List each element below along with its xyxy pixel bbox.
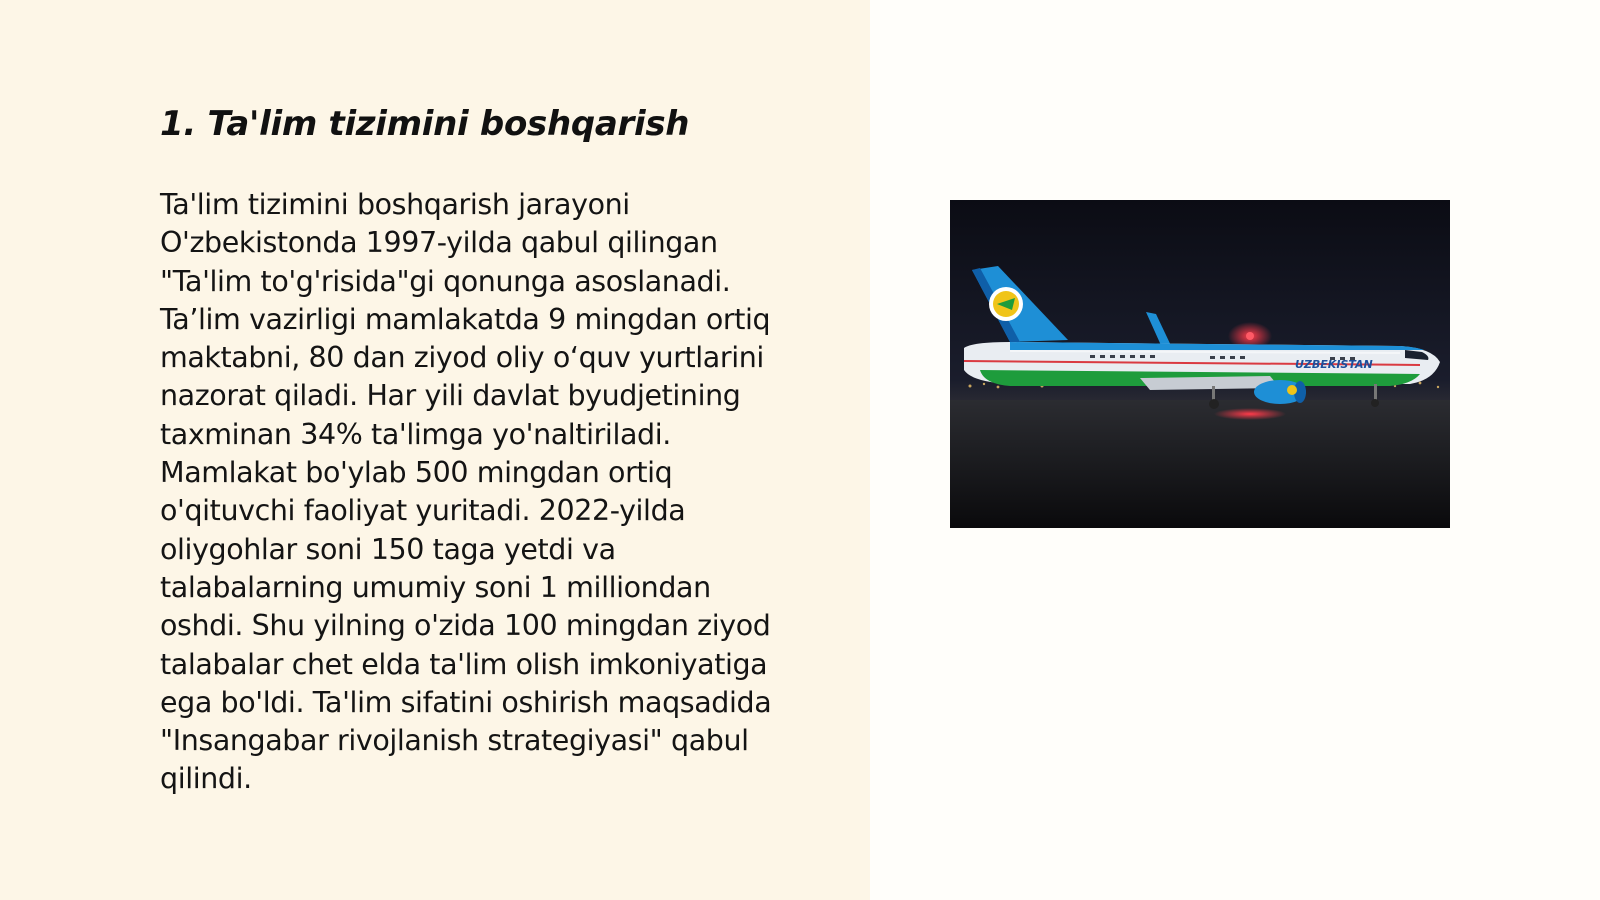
fuselage-label: UZBEKISTAN [1295,358,1373,371]
airplane-photo [950,200,1450,528]
slide-body-text: Ta'lim tizimini boshqarish jarayoni O'zbekistonda 1997-yilda qabul qilingan "Ta'lim to'g'risida"gi qonunga asoslanadi. Ta’lim vazirligi mamlakatda 9 mingdan ortiq maktabni, 80 dan ziyod oliy o‘quv yurtlarini nazorat qiladi. Har yili davlat byudjetining taxminan 34% ta'limga yo'naltiriladi. Mamlakat bo'ylab 500 mingdan ortiq o'qituvchi faoliyat yuritadi. 2022-yilda oliygohlar soni 150 taga yetdi va talabalarning umumiy soni 1 milliondan oshdi. Shu yilning o'zida 100 mingdan ziyod talabalar chet elda ta'lim olish imkoniyatiga ega bo'ldi. Ta'lim sifatini oshirish maqsadida "Insangabar rivojlanish strategiyasi" qabul qilindi. [160,188,772,796]
slide-title: 1. Ta'lim tizimini boshqarish [160,104,690,144]
